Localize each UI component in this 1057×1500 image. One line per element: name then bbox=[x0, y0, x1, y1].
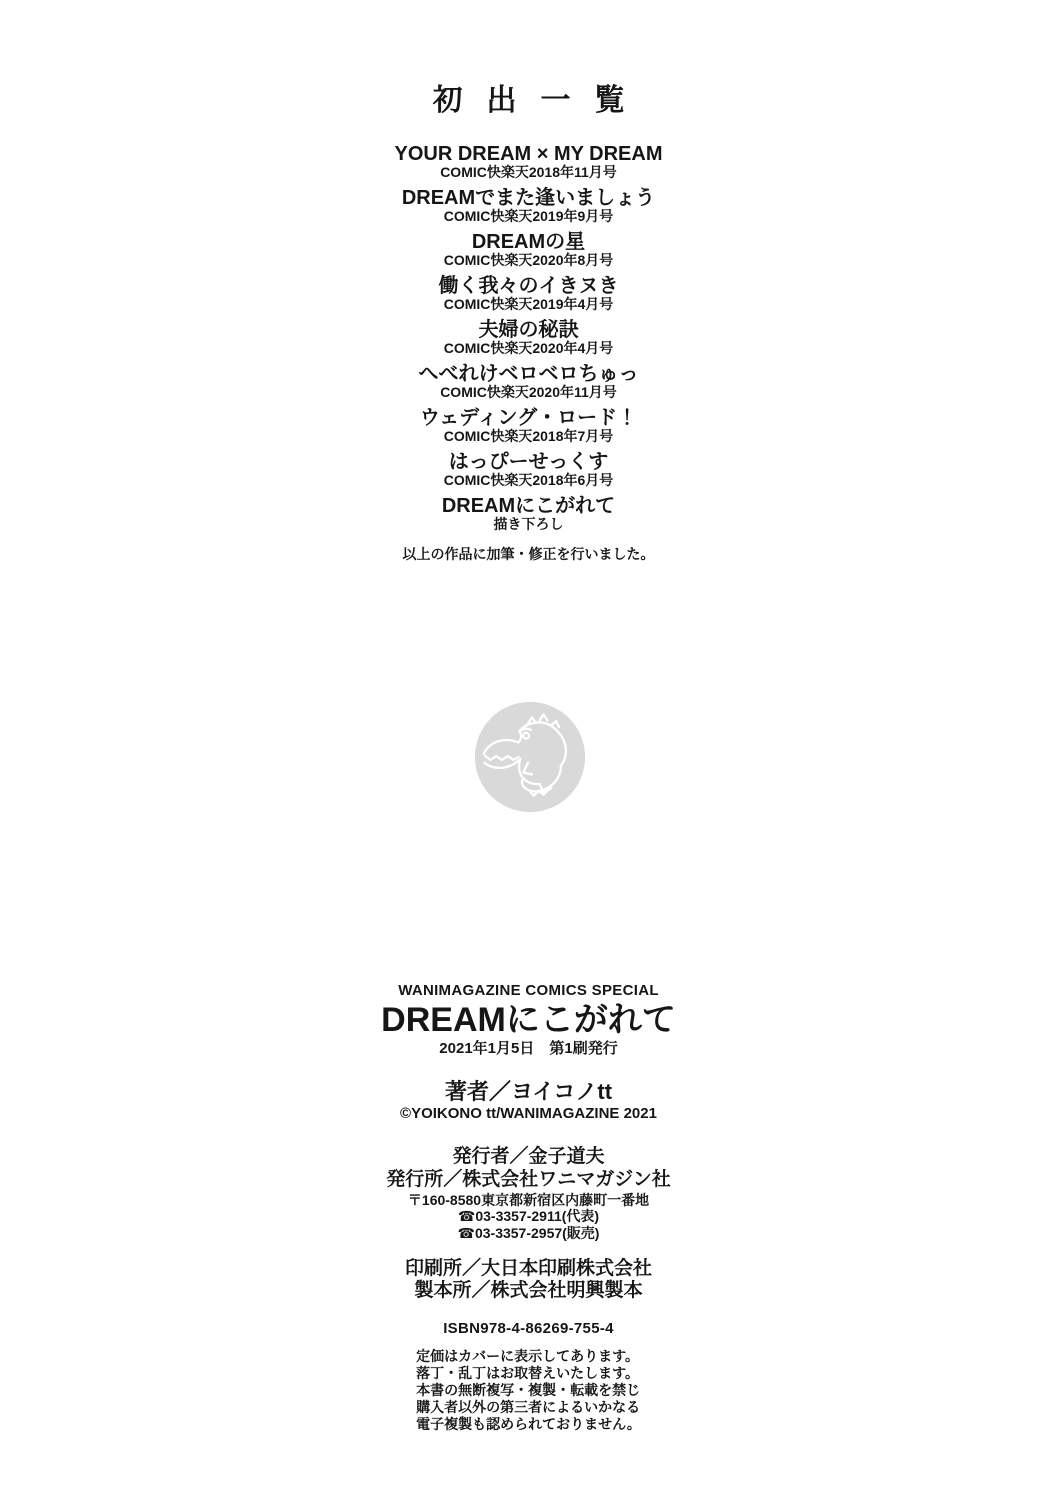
list-item bbox=[0, 495, 1057, 532]
work-title: DREAMの星 bbox=[471, 231, 586, 254]
list-item bbox=[0, 363, 1057, 400]
wanimagazine-crocodile-watermark-icon bbox=[472, 699, 588, 815]
colophon-block bbox=[0, 981, 1057, 1434]
fine-print bbox=[416, 1348, 641, 1433]
printer-line: 印刷所／大日本印刷株式会社 bbox=[404, 1258, 652, 1279]
work-title: はっぴーせっくす bbox=[448, 451, 609, 474]
fine-print-line: 落丁・乱丁はお取替えいたします。 bbox=[416, 1365, 639, 1381]
fine-print-line: 購入者以外の第三者によるいかなる bbox=[416, 1399, 641, 1415]
edition-line: 2021年1月5日 第1刷発行 bbox=[439, 1040, 618, 1057]
publisher-person-line: 発行者／金子道夫 bbox=[452, 1146, 605, 1167]
work-source: COMIC快楽天2019年9月号 bbox=[443, 208, 614, 225]
book-title: DREAMにこがれて bbox=[381, 1001, 676, 1039]
list-item bbox=[0, 275, 1057, 312]
imprint-label: WANIMAGAZINE COMICS SPECIAL bbox=[398, 982, 659, 999]
work-source: COMIC快楽天2018年11月号 bbox=[440, 164, 617, 181]
work-source: COMIC快楽天2018年7月号 bbox=[443, 428, 614, 445]
work-source: 描き下ろし bbox=[493, 516, 564, 533]
first-publication-list bbox=[0, 62, 1057, 562]
phone-main: ☎03-3357-2911(代表) bbox=[457, 1208, 600, 1224]
revision-note: 以上の作品に加筆・修正を行いました。 bbox=[402, 546, 655, 563]
work-title: DREAMにこがれて bbox=[441, 495, 616, 518]
publisher-block bbox=[0, 1146, 1057, 1242]
binder-line: 製本所／株式会社明興製本 bbox=[414, 1280, 643, 1301]
author-line: 著者／ヨイコノtt bbox=[444, 1079, 613, 1104]
list-item bbox=[0, 187, 1057, 224]
work-source: COMIC快楽天2020年11月号 bbox=[440, 384, 617, 401]
work-source: COMIC快楽天2020年8月号 bbox=[443, 252, 614, 269]
list-item bbox=[0, 143, 1057, 180]
copyright-line: ©YOIKONO tt/WANIMAGAZINE 2021 bbox=[400, 1105, 657, 1122]
work-source: COMIC快楽天2020年4月号 bbox=[443, 340, 614, 357]
page-title: 初出一覧 bbox=[432, 84, 649, 118]
fine-print-line: 定価はカバーに表示してあります。 bbox=[416, 1348, 639, 1364]
fine-print-line: 本書の無断複写・複製・転載を禁じ bbox=[416, 1382, 641, 1398]
fine-print-line: 電子複製も認められておりません。 bbox=[416, 1416, 641, 1432]
work-title: YOUR DREAM × MY DREAM bbox=[394, 143, 663, 166]
publisher-address: 〒160-8580東京都新宿区内藤町一番地 bbox=[407, 1192, 650, 1208]
list-item bbox=[0, 451, 1057, 488]
work-source: COMIC快楽天2018年6月号 bbox=[443, 472, 614, 489]
work-title: へべれけベロベロちゅっ bbox=[418, 363, 639, 386]
work-source: COMIC快楽天2019年4月号 bbox=[443, 296, 614, 313]
work-title: ウェディング・ロード！ bbox=[419, 407, 638, 430]
publisher-name-line: 発行所／株式会社ワニマガジン社 bbox=[386, 1169, 671, 1190]
fine-print-wrap bbox=[0, 1348, 1057, 1434]
list-item bbox=[0, 231, 1057, 268]
phone-sales: ☎03-3357-2957(販売) bbox=[457, 1225, 600, 1241]
works-list bbox=[0, 143, 1057, 532]
work-title: DREAMでまた逢いましょう bbox=[401, 187, 656, 210]
list-item bbox=[0, 319, 1057, 356]
isbn-line: ISBN978-4-86269-755-4 bbox=[443, 1320, 614, 1337]
printing-block bbox=[0, 1258, 1057, 1302]
work-title: 働く我々のイきヌき bbox=[438, 275, 619, 298]
work-title: 夫婦の秘訣 bbox=[478, 319, 579, 342]
list-item bbox=[0, 407, 1057, 444]
